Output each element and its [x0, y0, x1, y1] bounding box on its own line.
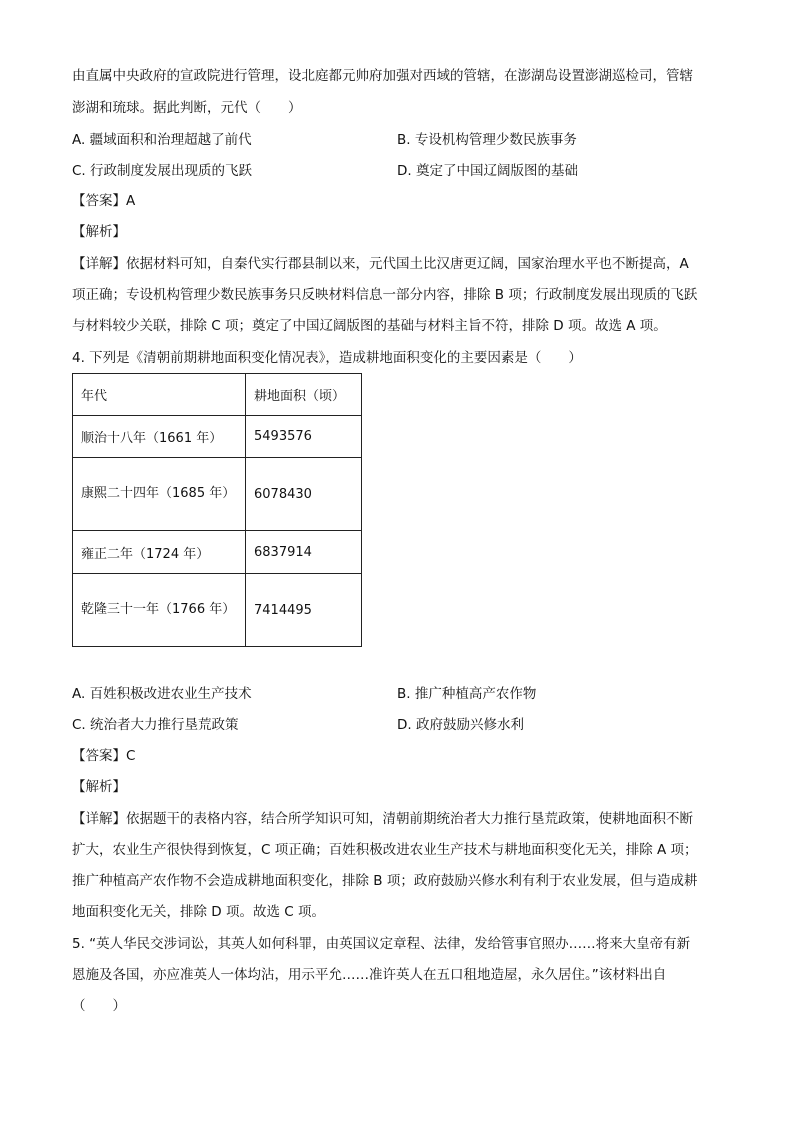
q3-option-d: D. 奠定了中国辽阔版图的基础: [397, 163, 578, 179]
q4-detail-line: 地面积变化无关，排除 D 项。故选 C 项。: [72, 904, 325, 920]
q4-option-d: D. 政府鼓励兴修水利: [397, 717, 524, 733]
table-cell-era: 乾隆三十一年（1766 年）: [73, 574, 246, 647]
q5-stem-line: （ ）: [72, 998, 126, 1014]
table-cell-era: 康熙二十四年（1685 年）: [73, 458, 246, 531]
q4-option-c: C. 统治者大力推行垦荒政策: [72, 717, 239, 733]
q4-analysis-label: 【解析】: [72, 779, 126, 795]
q3-detail-line: 项正确；专设机构管理少数民族事务只反映材料信息一部分内容，排除 B 项；行政制度发展出现质的飞跃: [72, 287, 698, 303]
table-cell-era: 顺治十八年（1661 年）: [73, 416, 246, 458]
table-header-row: [73, 374, 362, 416]
q3-option-b: B. 专设机构管理少数民族事务: [397, 132, 577, 148]
q3-answer: 【答案】A: [72, 193, 136, 209]
table-row: [73, 574, 362, 647]
table-row: [73, 416, 362, 458]
table-header-cell: 年代: [73, 374, 246, 416]
q4-detail-line: 【详解】依据题干的表格内容，结合所学知识可知，清朝前期统治者大力推行垦荒政策，使耕地面积不断: [72, 811, 693, 827]
table-cell-area: 6078430: [246, 458, 362, 531]
table-cell-area: 6837914: [246, 531, 362, 574]
table-cell-area: 7414495: [246, 574, 362, 647]
q4-detail-line: 扩大，农业生产很快得到恢复，C 项正确；百姓积极改进农业生产技术与耕地面积变化无关，排除 A 项；: [72, 842, 698, 858]
q4-option-b: B. 推广种植高产农作物: [397, 686, 537, 702]
q3-stem-line: 由直属中央政府的宣政院进行管理，设北庭都元帅府加强对西域的管辖，在澎湖岛设置澎湖巡检司，管辖: [72, 68, 693, 84]
q3-detail-line: 【详解】依据材料可知，自秦代实行郡县制以来，元代国土比汉唐更辽阔，国家治理水平也不断提高，A: [72, 256, 689, 272]
q5-stem-line: 5. “英人华民交涉词讼，其英人如何科罪，由英国议定章程、法律，发给管事官照办……将来大皇帝有新: [72, 936, 691, 952]
q3-detail-line: 与材料较少关联，排除 C 项；奠定了中国辽阔版图的基础与材料主旨不符，排除 D 项。故选 A 项。: [72, 318, 667, 334]
table-cell-area: 5493576: [246, 416, 362, 458]
q4-answer: 【答案】C: [72, 748, 136, 764]
q4-option-a: A. 百姓积极改进农业生产技术: [72, 686, 252, 702]
table-header-cell: 耕地面积（顷）: [246, 374, 362, 416]
q5-stem-line: 恩施及各国，亦应准英人一体均沾，用示平允……准许英人在五口租地造屋，永久居住。”该材料出自: [72, 967, 667, 983]
q4-stem: 4. 下列是《清朝前期耕地面积变化情况表》，造成耕地面积变化的主要因素是（ ）: [72, 350, 582, 366]
farmland-table: [72, 373, 362, 647]
q3-option-a: A. 疆域面积和治理超越了前代: [72, 132, 252, 148]
table-cell-era: 雍正二年（1724 年）: [73, 531, 246, 574]
table-row: [73, 531, 362, 574]
table-row: [73, 458, 362, 531]
q3-stem-line: 澎湖和琉球。据此判断，元代（ ）: [72, 100, 302, 116]
q3-option-c: C. 行政制度发展出现质的飞跃: [72, 163, 253, 179]
q4-detail-line: 推广种植高产农作物不会造成耕地面积变化，排除 B 项；政府鼓励兴修水利有利于农业发展，但与造成耕: [72, 873, 698, 889]
q3-analysis-label: 【解析】: [72, 224, 126, 240]
